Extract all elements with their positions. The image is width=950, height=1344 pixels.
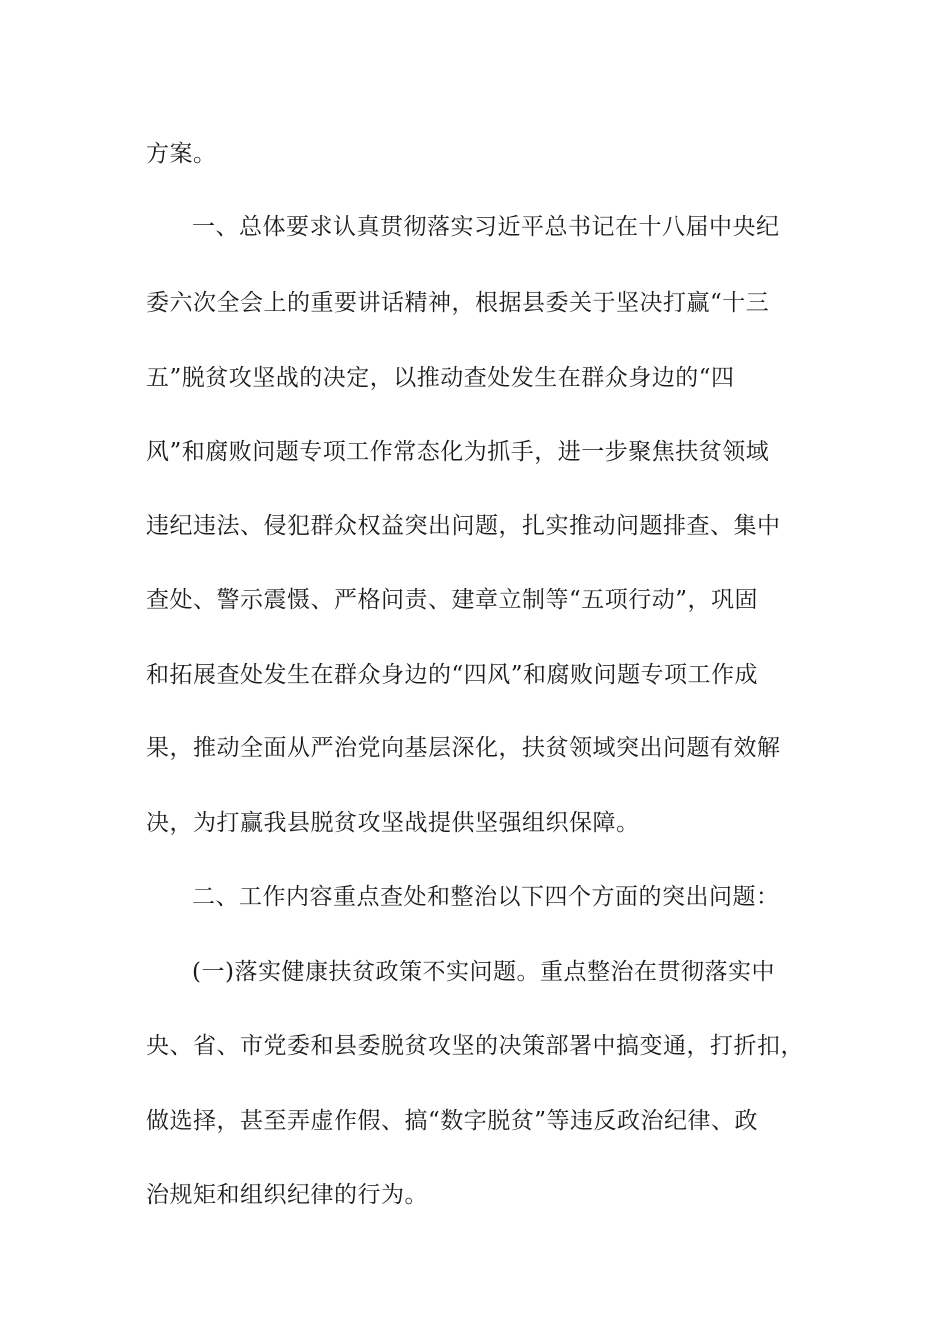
- text-line: 委六次全会上的重要讲话精神，根据县委关于坚决打赢“十三: [146, 290, 770, 316]
- text-line: 违纪违法、侵犯群众权益突出问题，扎实推动问题排查、集中: [146, 513, 781, 539]
- text-line: 治规矩和组织纪律的行为。: [146, 1182, 428, 1208]
- text-line: 决，为打赢我县脱贫攻坚战提供坚强组织保障。: [146, 810, 640, 836]
- text-line: 风”和腐败问题专项工作常态化为抓手，进一步聚焦扶贫领域: [146, 439, 770, 465]
- text-line: 做选择，甚至弄虚作假、搞“数字脱贫”等违反政治纪律、政: [146, 1108, 759, 1134]
- text-line: 二、工作内容重点查处和整治以下四个方面的突出问题：: [192, 884, 780, 910]
- text-line: 五”脱贫攻坚战的决定，以推动查处发生在群众身边的“四: [146, 365, 735, 391]
- text-line: 一、总体要求认真贯彻落实习近平总书记在十八届中央纪: [192, 214, 780, 240]
- text-line: 果，推动全面从严治党向基层深化，扶贫领域突出问题有效解: [146, 735, 781, 761]
- text-line: 和拓展查处发生在群众身边的“四风”和腐败问题专项工作成: [146, 662, 759, 688]
- text-line: 查处、警示震慑、严格问责、建章立制等“五项行动”，巩固: [146, 587, 759, 613]
- text-line: 方案。: [146, 141, 217, 167]
- text-line: 央、省、市党委和县委脱贫攻坚的决策部署中搞变通，打折扣，: [146, 1033, 804, 1059]
- text-line: (一)落实健康扶贫政策不实问题。重点整治在贯彻落实中: [192, 959, 775, 985]
